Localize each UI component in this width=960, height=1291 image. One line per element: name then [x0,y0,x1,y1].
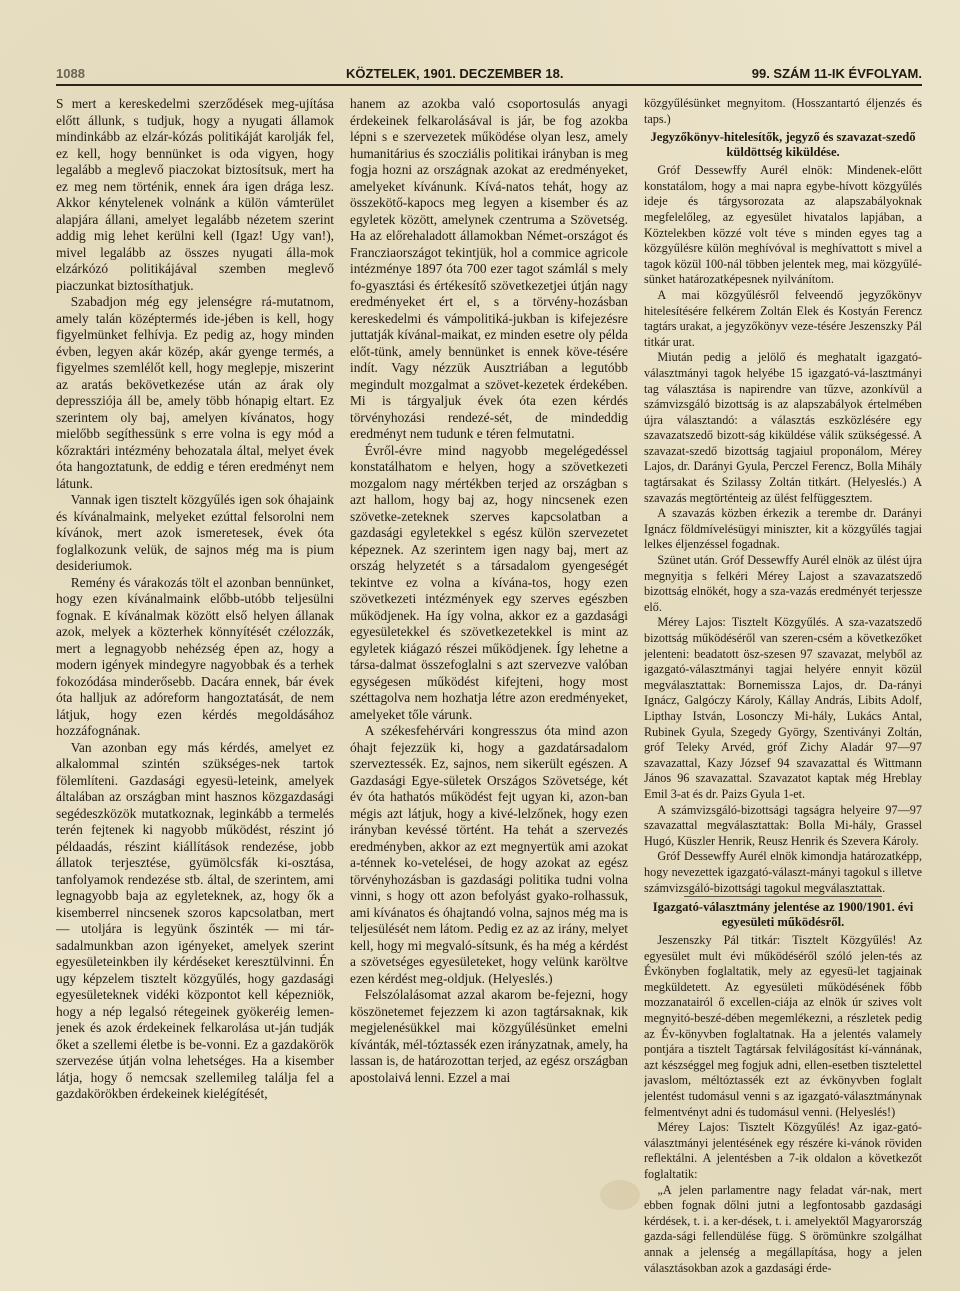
page-number: 1088 [56,66,85,81]
column-2 [350,96,628,1276]
paragraph: Miután pedig a jelölő és meghatalt igazgató-választmányi tagok helyébe 15 igazgató-vá-lasztmányi tag választása is napirendre van tűzve, azonkívül a számvizsgáló bizottság is az alapszabályok értelmében újra választandó: a választás eszközlésére egy szavazatszedő bizott-ság kiküldése válik szükségessé. A szavazat-szedő bizottság tagjaiul proponálom, Mérey Lajos, dr. Darányi Gyula, Perczel Ferencz, Bolla Mihály tagtársakat és Szilassy Zoltán titkárt. (Helyeslés.) A szavazás megtörténteig az ülést felfüggesztem. [644,350,922,505]
paragraph: Vannak igen tisztelt közgyűlés igen sok óhajaink és kívánalmaink, melyeket ezúttal felsorolni nem kívánok, mert azok ismeretesek, évek óta foglalkozunk velük, de sajnos még ma is pium desideriumok. [56,492,334,573]
column-1 [56,96,334,1276]
paragraph: Szabadjon még egy jelenségre rá-mutatnom, amely talán középtermés ide-jében is kell, hogy figyelmünket felhívja. Ez pedig az, hogy minden évben, legyen akár közép, akár gyenge termés, a figyelmes szemlélőt kell, hogy meglepje, miszerint az aratás bekövetkezése után az árak oly depressziója áll be, amely több hónapig eltart. Ez szerintem oly baj, amelyen kívánatos, hogy mielőbb segíthessünk s erre volna is egy mód a kőzraktári intézmény behozatala által, melyet évek óta hangoztatunk, de eddig e téren eredményt nem látunk. [56,294,334,491]
paragraph: „A jelen parlamentre nagy feladat vár-nak, mert ebben fognak dőlni jutni a legfontosabb gazdasági kérdések, t. i. a ker-dések, t. i. amelyektől Magyarország gazda-sági fellendülése függ. S örömünkre szolgálhat annak a jelenség a megállapítása, hogy a jelen választásokban azok a gazdasági érde- [644,1182,922,1275]
paragraph: Van azonban egy más kérdés, amelyet ez alkalommal szintén szükséges-nek tartok fölemlíteni. Gazdasági egyesü-leteink, amelyek általában az országban mint hasznos közgazdasági segédeszközök mutatkoznak, leginkább a termelés terén fejtenek ki nagyobb működést, részint jó példaadás, részint kiállítások rendezése, jobb állatok terjesztése, gyümölcsfák ki-osztása, tanfolyamok rendezése stb. által, de szerintem, ami legnagyobb baja az egyleteknek, az, hogy ők a kisemberrel nincsenek szoros kapcsolatban, mert — utoljára is legyünk őszinték — mi tár-sadalmunkban azon igényeket, amelyek szerint egyesületeinkben ily kérdéseket keresztülvinni. Én ugy képzelem tisztelt közgyűlés, hogy gazdasági egyesületeknek vidéki központot kell képezniök, hogy a nép legalsó rétegeinek gyökeréig lemen-jenek és azok érdekeinek felkarolása ut-ján tudják őket a szellemi életbe is be-vonni. Ez a gazdakörök szervezése útján volna lehetséges. Ha a kisember látja, hogy ő nemcsak szellemileg találja fel a gazdakörökben érdekeinek kielégítését, [56,739,334,1101]
paragraph: hanem az azokba való csoportosulás anyagi érdekeinek felkarolásával is jár, be fog azokba lépni s e szervezetek működése olyan lesz, amely humanitárius és szocziális politikai irányban is meg fogja hozni az országnak azokat az eredményeket, amelyeket kívánunk. Kívá-natos tehát, hogy az összekötő-kapocs meg legyen a kisember és az egyletek között, amelynek czentruma a Szövetség. Ha az előrehaladott államokban Német-országot és Francziaországot tekintjük, hol a commice agricole intézménye 1897 óta 700 ezer tagot számlál s mely fo-gyasztási és értékesítő szövetkezetjei útján nagy eredményeket ért el, s a törvény-hozásban kereskedelmi és vámpolitiká-jukban is kifejezésre juttatják kívánal-maikat, ez minden esetre oly példa előt-tünk, amely bennünket is ennek köve-tésére indít. Vagy nézzük Ausztriában a legutóbb megindult mozgalmat a szövet-kezetek érdekében. Mi is tárgyaljuk évek óta ezen kérdés törvényhozási rendezé-sét, de mindeddig eredményt nem tudunk e téren felmutatni. [350,96,628,441]
paragraph: Évről-évre mind nagyobb megelégedéssel konstatálhatom e helyen, hogy a szövetkezeti mozgalom nagy mértékben terjed az országban s azt hallom, hogy baj az, hogy nincsenek ezen szövetke-zeteknek szerves kapcsolatban a gazdasági egyletekkel s egész külön szervezetet képeznek. Az szerintem igen nagy baj, mert az ország helyzetét s a társadalom gyengeségét tekintve ez volna a kívána-tos, hogy ezen szövetkezeti intézmények egy szerves egészben működjenek. Ha így volna, akkor ez a gazdasági egyesületekkel és szövetkezetekkel is mint az egyletek kiágazó részei működjenek. Így lehetne a társa-dalmat összefoglalni s azt szervezve valóban egységesen működést kifejteni, hogy most széttagolva nem hozhatja létre azon eredményeket, amelyeket tőle várunk. [350,442,628,722]
section-heading: Jegyzőkönyv-hitelesítők, jegyző és szavazat-szedő küldöttség kiküldése. [650,130,916,160]
paragraph: közgyűlésünket megnyitom. (Hosszantartó éljenzés és taps.) [644,96,922,126]
paragraph: Jeszenszky Pál titkár: Tisztelt Közgyűlés! Az egyesület mult évi működéséről szóló jelen-tés az Évkönyben foglaltatik, mely az egyesü-let tagjainak megküldetett. Az egyesületi működésének főbb mozzanatairól ő excellen-ciája az elnök úr szives volt megnyitó-beszé-dében megemlékezni, a részletek pedig az Év-könyvben foglaltatnak. Ha a jelentés valamely pontjára a tisztelt Tagtársak felvilágosítást kí-vánnának, azt készséggel meg fogjuk adni, ellen-esetben tisztelettel javaslom, méltóztassék ezt az évkönyvben foglalt jelentést tudomásul venni s az igazgató-választmánynak felmentvényt adni és tudomásul venni. (Helyeslés!) [644,933,922,1119]
column-3 [644,96,922,1276]
paragraph: Felszólalásomat azzal akarom be-fejezni, hogy köszönetemet fejezzem ki azon tagtársaknak, kik megjelenésükkel mai közgyűlésünket emelni kívánták, mél-tóztassék ezen irányzatnak, amely, ha lassan is, de határozottan terjed, az egész országban apostolaivá lenni. Ezzel a mai [350,987,628,1085]
paragraph: Gróf Dessewffy Aurél elnök: Mindenek-előtt konstatálom, hogy a mai napra egybe-hívott közgyűlés ideje és tárgysorozata az alapszabályoknak megfelelőleg, az egyesület hivatalos lapjában, a Köztelekben közzé volt téve s minden egyes tag a közgyűlésre külön meghívóval is meghívattott s mivel a tagok közül 100-nál többen jelentek meg, mai közgyűlé-sünket határozatképesnek nyilvánítom. [644,163,922,287]
paragraph: A mai közgyűlésről felveendő jegyzőkönyv hitelesítésére felkérem Zoltán Elek és Kostyán Ferencz tagtárs urakat, a jegyzőkönyv veze-tésére Jeszenszky Pál titkár urat. [644,287,922,349]
page-header [56,66,922,86]
paragraph: Mérey Lajos: Tisztelt Közgyűlés! Az igaz-gató-választmányi jelentésének egy részére ki-vánok röviden reflektálni. A jelentésben a 7-ik oldalon a következőt foglaltatik: [644,1120,922,1181]
section-heading: Igazgató-választmány jelentése az 1900/1901. évi egyesületi működésről. [652,900,914,930]
paragraph: S mert a kereskedelmi szerződések meg-ujítása előtt állunk, s tudjuk, hogy a nyugati államok mindinkább az elzár-kózás politikáját karolják fel, ez kell, hogy bennünket is oda vigyen, hogy legalább a meglevő piaczokat biztosítsuk, mert ha ez meg nem történik, ennek ára igen drága lesz. Akkor kénytelenek volnánk a külön vámterület alapjára állani, amelyet legalább nézetem szerint addig mig lehet kerülni kell (Igaz! Ugy van!), mivel legalább az összes nyugati álla-mok elzárkózó politikájával szemben meglevő piaczunkat biztosíthatjuk. [56,96,334,293]
paragraph: Mérey Lajos: Tisztelt Közgyűlés. A sza-vazatszedő bizottság működéséről van szeren-csém a következőket jelenteni: beadatott ösz-szesen 97 szavazat, melyből az igazgató-választmányi tagjai helyére ennyit közül megválasztattak: Bornemissza Lajos, dr. Da-rányi Ignácz, Galgóczy Károly, Kállay András, Libits Adolf, Lipthay István, Losonczy Mi-hály, Lukács Antal, Rubinek Gyula, Szegedy György, Szentiványi Zoltán, gróf Teleky Arvéd, gróf Zichy Aladár 97—97 szavazattal, Kazy József 94 szavazattal és Wittmann János 96 szavazattal. Szavazatot kaptak még Hreblay Emil 3-at és dr. Paizs Gyula 1-et. [644,615,922,801]
section-divider [684,896,882,897]
paragraph: A szavazás közben érkezik a terembe dr. Darányi Ignácz földmívelésügyi miniszter, kit a közgyűlés tagjai lelkes éljenzéssel fogadnak. [644,506,922,552]
paragraph: Szünet után. Gróf Dessewffy Aurél elnök az ülést újra megnyitja s felkéri Mérey Lajost a szavazatszedő bizottság elnökét, hogy a sza-vazás eredményét terjessze elő. [644,553,922,614]
paragraph: Remény és várakozás tölt el azonban bennünket, hogy ezen kívánalmaink előbb-utóbb teljesülni fognak. E kívánalmak között első helyen állanak azok, melyek a közterhek könnyítését czélozzák, mert a legnagyobb nehézség épen az, hogy a modern igények mindegyre nagyobbak és a terhek fokozódása minderősebb. Dacára ennek, bár évek óta halljuk az adóreform hangoztatását, de nem látjuk, hogy ezen kérdés megoldásához hozzáfognának. [56,574,334,738]
article-columns [56,96,922,1276]
paragraph: A számvizsgáló-bizottsági tagságra helyeire 97—97 szavazattal megválasztattak: Bolla Mi-hály, Grassel Hugó, Küszler Henrik, Reusz Henrik és Szevera Károly. [644,802,922,848]
paragraph: A székesfehérvári kongresszus óta mind azon óhajt fejezzük ki, hogy a gazdatársadalom szerveztessék. Ez, sajnos, nem sikerült egészen. A Gazdasági Egye-sületek Országos Szövetsége, két év óta hathatós működést fejt ugyan ki, azon-ban mégis azt látjuk, hogy a kivé-lelzőnek, hogy ezen irányban kevéssé történt. Ha tehát a szervezés eredményben, akkor az ezt megnyertük ami azokat a-ténnek ko-vetelései, de hogy azokat az egész törvényhozásban is gazdasági politika tudni volna vinni, s hogy ott azon befolyást gyako-rolhassuk, ami kívánatos és óhajtandó volna, sajnos még ma is teljesülését nem látom. Pedig ez az az irány, melyet kell, hogy mi megvaló-sítsunk, és ha még a kérdést a szövetséges egyesületeket, hogy velünk karöltve ezen kérdést meg-oldjuk. (Helyeslés.) [350,723,628,986]
paragraph: Gróf Dessewffy Aurél elnök kimondja határozatképp, hogy nevezettek igazgató-választ-mányi tagokul s illetve számvizsgáló-bizottsági tagokul megválasztattak. [644,849,922,895]
issue-label: 99. SZÁM 11-IK ÉVFOLYAM. [751,66,922,81]
publication-title: KÖZTELEK, 1901. DECZEMBER 18. [346,66,564,81]
